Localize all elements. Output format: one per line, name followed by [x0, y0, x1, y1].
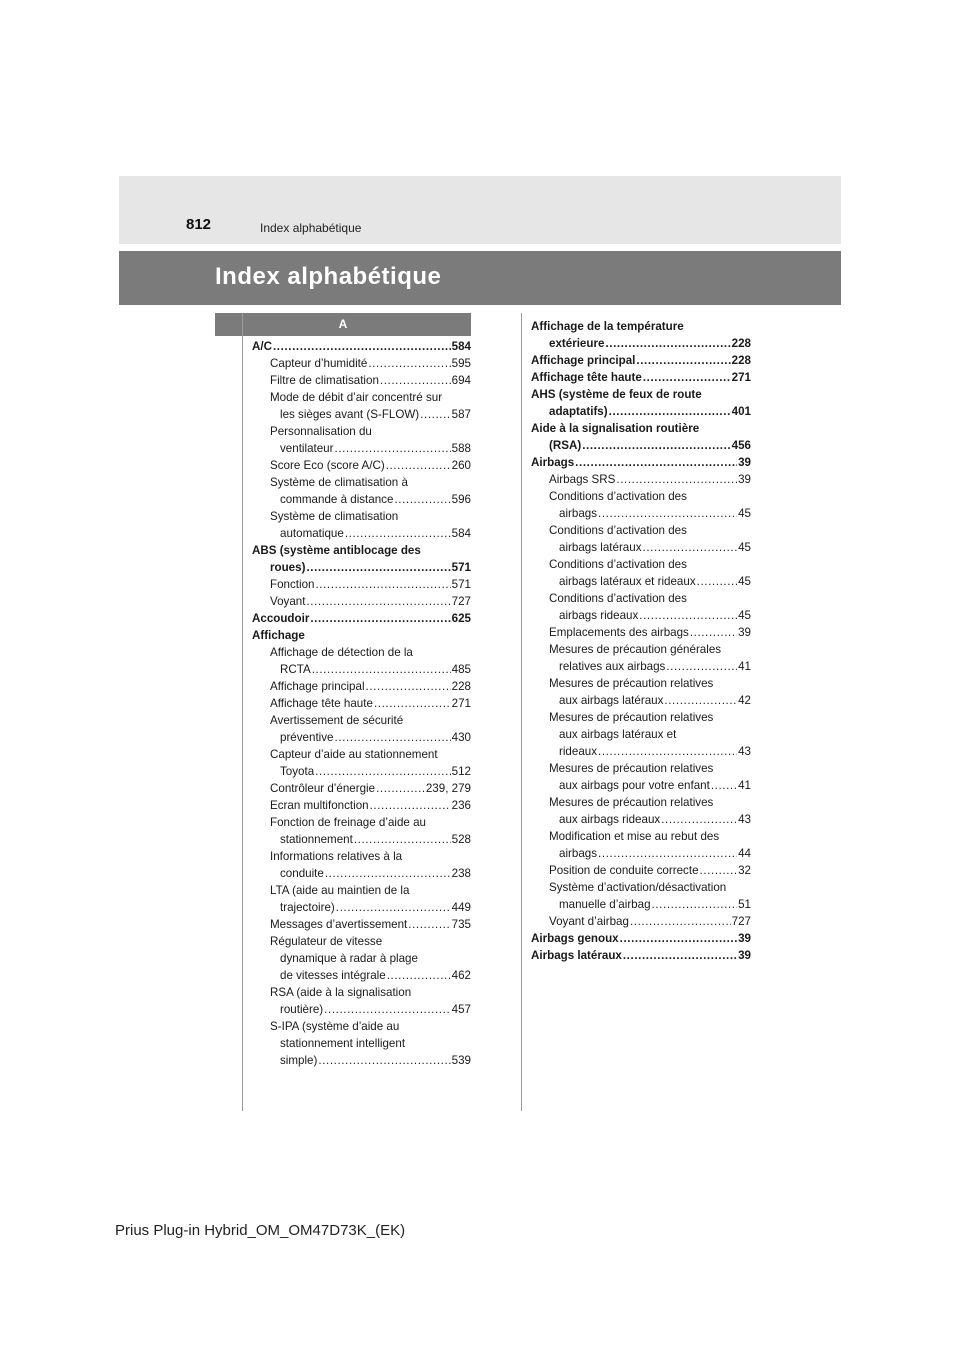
- index-entry-text: trajectoire): [280, 901, 335, 914]
- index-page-ref[interactable]: 45: [738, 609, 751, 622]
- index-page-ref[interactable]: 462: [451, 969, 471, 982]
- index-page-ref[interactable]: 45: [738, 507, 751, 520]
- section-letter-bar: [215, 313, 471, 336]
- index-entry: [531, 930, 751, 947]
- dot-leader: [318, 1052, 450, 1069]
- dot-leader: [697, 573, 737, 590]
- index-entry-text: Airbags genoux: [531, 932, 619, 945]
- dot-leader: [700, 862, 738, 879]
- index-entry: [531, 318, 751, 352]
- index-entry: [252, 984, 471, 1018]
- index-page-ref[interactable]: 228: [451, 680, 471, 693]
- section-letter: A: [338, 317, 348, 331]
- index-entry-text: Ecran multifonction: [270, 799, 369, 812]
- index-entry: [531, 471, 751, 488]
- dot-leader: [380, 372, 451, 389]
- index-page-ref[interactable]: 625: [451, 612, 471, 625]
- index-entry-text: extérieure: [549, 337, 605, 350]
- index-page-ref[interactable]: 727: [451, 595, 471, 608]
- index-page-ref[interactable]: 528: [451, 833, 471, 846]
- index-page-ref[interactable]: 735: [451, 918, 471, 931]
- index-entry-text: Affichage principal: [270, 680, 365, 693]
- index-entry: [252, 593, 471, 610]
- index-entry: [252, 372, 471, 389]
- running-head: Index alphabétique: [260, 221, 362, 235]
- index-entry-text: Emplacements des airbags: [549, 626, 689, 639]
- index-entry-text: simple): [280, 1054, 318, 1067]
- index-entry: [252, 814, 471, 848]
- index-entry: [252, 627, 471, 644]
- index-entry: [252, 678, 471, 695]
- dot-leader: [273, 338, 451, 355]
- index-page-ref[interactable]: 39: [738, 932, 751, 945]
- index-page-ref[interactable]: 587: [451, 408, 471, 421]
- header-bar: [119, 176, 841, 244]
- dot-leader: [312, 661, 451, 678]
- dot-leader: [376, 780, 425, 797]
- index-page-ref[interactable]: 39: [738, 473, 751, 486]
- index-entry: [252, 797, 471, 814]
- index-page-ref[interactable]: 457: [451, 1003, 471, 1016]
- index-entry-text: aux airbags latéraux et: [559, 728, 677, 741]
- index-entry-text: Mesures de précaution relatives: [549, 762, 714, 775]
- dot-leader: [598, 743, 737, 760]
- index-page-ref[interactable]: 260: [451, 459, 471, 472]
- dot-leader: [306, 593, 450, 610]
- index-page-ref[interactable]: 694: [451, 374, 471, 387]
- dot-leader: [325, 865, 451, 882]
- index-entry-text: Airbags: [531, 456, 575, 469]
- page-number: 812: [186, 216, 212, 233]
- index-entry: [252, 457, 471, 474]
- index-page-ref[interactable]: 39: [738, 949, 751, 962]
- index-entry: [252, 780, 471, 797]
- index-entry-text: AHS (système de feux de route: [531, 388, 702, 401]
- index-entry-text: Modification et mise au rebut des: [549, 830, 720, 843]
- index-page-ref[interactable]: 596: [451, 493, 471, 506]
- index-page-ref[interactable]: 584: [451, 527, 471, 540]
- index-entry: [531, 862, 751, 879]
- index-entry-text: Aide à la signalisation routière: [531, 422, 700, 435]
- index-entry-text: Contrôleur d’énergie: [270, 782, 376, 795]
- footer-doc-id: Prius Plug-in Hybrid_OM_OM47D73K_(EK): [115, 1222, 406, 1239]
- index-page-ref[interactable]: 727: [731, 915, 751, 928]
- index-page-ref[interactable]: 571: [451, 578, 471, 591]
- index-entry: [252, 389, 471, 423]
- dot-leader: [575, 454, 737, 471]
- index-entry: [531, 709, 751, 760]
- index-entry-text: Conditions d’activation des: [549, 490, 687, 503]
- index-entry-text: de vitesses intégrale: [280, 969, 386, 982]
- dot-leader: [609, 403, 731, 420]
- index-page-ref[interactable]: 584: [451, 340, 471, 353]
- index-page-ref[interactable]: 228: [731, 354, 751, 367]
- dot-leader: [370, 797, 451, 814]
- index-entry: [252, 474, 471, 508]
- index-entry-text: Position de conduite correcte: [549, 864, 699, 877]
- index-entry: [531, 760, 751, 794]
- index-entry: [252, 695, 471, 712]
- index-page-ref[interactable]: 43: [738, 813, 751, 826]
- index-page-ref[interactable]: 512: [451, 765, 471, 778]
- index-page-ref[interactable]: 485: [451, 663, 471, 676]
- index-entry: [531, 352, 751, 369]
- index-entry-text: aux airbags pour votre enfant: [559, 779, 710, 792]
- index-entry-text: Informations relatives à la: [270, 850, 403, 863]
- dot-leader: [354, 831, 451, 848]
- index-page-ref[interactable]: 401: [731, 405, 751, 418]
- index-entry: [252, 916, 471, 933]
- index-entry-text: rideaux: [559, 745, 598, 758]
- index-entry: [252, 610, 471, 627]
- dot-leader: [420, 406, 450, 423]
- index-entry-text: airbags: [559, 847, 598, 860]
- index-entry-text: Capteur d’aide au stationnement: [270, 748, 438, 761]
- index-page-ref[interactable]: 228: [731, 337, 751, 350]
- index-page-ref[interactable]: 42: [738, 694, 751, 707]
- index-column-left: [252, 338, 471, 1069]
- index-page-ref[interactable]: 41: [738, 660, 751, 673]
- index-page-ref[interactable]: 239, 279: [425, 782, 471, 795]
- index-entry-text: ABS (système antiblocage des: [252, 544, 421, 557]
- dot-leader: [661, 811, 737, 828]
- dot-leader: [598, 845, 737, 862]
- dot-leader: [315, 576, 450, 593]
- index-page-ref[interactable]: 39: [738, 626, 751, 639]
- index-entry-text: Mesures de précaution générales: [549, 643, 722, 656]
- index-entry: [531, 913, 751, 930]
- index-entry-text: stationnement: [280, 833, 353, 846]
- dot-leader: [582, 437, 730, 454]
- index-entry-text: Filtre de climatisation: [270, 374, 379, 387]
- index-entry-text: Conditions d’activation des: [549, 592, 687, 605]
- dot-leader: [623, 947, 737, 964]
- dot-leader: [306, 559, 450, 576]
- index-entry-text: Fonction de freinage d’aide au: [270, 816, 426, 829]
- index-entry-text: Système d’activation/désactivation: [549, 881, 727, 894]
- dot-leader: [335, 729, 451, 746]
- index-entry-text: Accoudoir: [252, 612, 310, 625]
- index-entry: [531, 522, 751, 556]
- index-entry-text: Système de climatisation: [270, 510, 399, 523]
- dot-leader: [336, 899, 451, 916]
- dot-leader: [374, 695, 451, 712]
- index-entry-text: Affichage tête haute: [531, 371, 642, 384]
- index-entry-text: les sièges avant (S-FLOW): [280, 408, 420, 421]
- index-entry-text: conduite: [280, 867, 324, 880]
- index-page-ref[interactable]: 539: [451, 1054, 471, 1067]
- dot-leader: [605, 335, 730, 352]
- index-page-ref[interactable]: 571: [451, 561, 471, 574]
- index-entry-text: Messages d’avertissement: [270, 918, 408, 931]
- index-entry-text: LTA (aide au maintien de la: [270, 884, 410, 897]
- index-entry-text: Mesures de précaution relatives: [549, 711, 714, 724]
- index-entry-text: Mesures de précaution relatives: [549, 796, 714, 809]
- index-entry-text: Affichage de la température: [531, 320, 684, 333]
- index-entry-text: Régulateur de vitesse: [270, 935, 383, 948]
- index-entry-text: stationnement intelligent: [280, 1037, 406, 1050]
- dot-leader: [666, 658, 737, 675]
- index-entry: [252, 644, 471, 678]
- index-entry-text: RCTA: [280, 663, 311, 676]
- index-entry-text: airbags latéraux et rideaux: [559, 575, 696, 588]
- dot-leader: [620, 930, 737, 947]
- dot-leader: [335, 440, 451, 457]
- index-entry: [252, 576, 471, 593]
- index-entry: [252, 355, 471, 372]
- index-entry: [252, 712, 471, 746]
- dot-leader: [639, 607, 737, 624]
- index-entry-text: Voyant: [270, 595, 306, 608]
- index-page-ref[interactable]: 51: [738, 898, 751, 911]
- index-entry-text: relatives aux airbags: [559, 660, 666, 673]
- index-entry-text: aux airbags latéraux: [559, 694, 664, 707]
- index-entry-text: A/C: [252, 340, 272, 353]
- index-entry-text: Voyant d’airbag: [549, 915, 629, 928]
- index-page-ref[interactable]: 588: [451, 442, 471, 455]
- index-entry: [531, 879, 751, 913]
- dot-leader: [664, 692, 737, 709]
- dot-leader: [598, 505, 737, 522]
- index-entry: [531, 947, 751, 964]
- dot-leader: [368, 355, 450, 372]
- index-page-ref[interactable]: 45: [738, 575, 751, 588]
- index-page-ref[interactable]: 32: [738, 864, 751, 877]
- dot-leader: [394, 491, 450, 508]
- index-page-ref[interactable]: 236: [451, 799, 471, 812]
- index-entry: [252, 338, 471, 355]
- index-entry-text: Airbags SRS: [549, 473, 616, 486]
- index-page-ref[interactable]: 595: [451, 357, 471, 370]
- dot-leader: [345, 525, 451, 542]
- index-page-ref[interactable]: 271: [451, 697, 471, 710]
- index-entry-text: Conditions d’activation des: [549, 524, 687, 537]
- index-column-right: [531, 318, 751, 964]
- index-entry: [252, 542, 471, 576]
- index-entry-text: (RSA): [549, 439, 582, 452]
- index-entry: [252, 848, 471, 882]
- index-entry: [531, 556, 751, 590]
- page-title: Index alphabétique: [215, 263, 442, 290]
- index-entry-text: Personnalisation du: [270, 425, 372, 438]
- index-entry-text: Affichage principal: [531, 354, 636, 367]
- index-entry-text: Affichage de détection de la: [270, 646, 413, 659]
- index-entry-text: Score Eco (score A/C): [270, 459, 385, 472]
- index-entry-text: airbags: [559, 507, 598, 520]
- dot-leader: [408, 916, 450, 933]
- index-page-ref[interactable]: 430: [451, 731, 471, 744]
- dot-leader: [616, 471, 737, 488]
- dot-leader: [630, 913, 731, 930]
- index-entry-text: Mode de débit d’air concentré sur: [270, 391, 443, 404]
- index-entry: [531, 386, 751, 420]
- index-entry: [252, 508, 471, 542]
- index-entry-text: routière): [280, 1003, 324, 1016]
- index-entry-text: dynamique à radar à plage: [280, 952, 418, 965]
- index-entry-text: manuelle d’airbag: [559, 898, 651, 911]
- dot-leader: [652, 896, 738, 913]
- index-entry-text: airbags rideaux: [559, 609, 639, 622]
- index-entry: [531, 420, 751, 454]
- index-entry-text: Avertissement de sécurité: [270, 714, 404, 727]
- index-entry-text: Mesures de précaution relatives: [549, 677, 714, 690]
- index-entry: [531, 590, 751, 624]
- column-divider-left: [242, 313, 243, 1111]
- index-entry: [531, 624, 751, 641]
- index-entry-text: automatique: [280, 527, 344, 540]
- index-entry-text: Airbags latéraux: [531, 949, 622, 962]
- index-entry-text: Affichage tête haute: [270, 697, 373, 710]
- index-entry-text: Capteur d’humidité: [270, 357, 368, 370]
- index-entry-text: Système de climatisation à: [270, 476, 408, 489]
- title-bar: [119, 251, 841, 305]
- index-page-ref[interactable]: 44: [738, 847, 751, 860]
- index-entry-text: commande à distance: [280, 493, 394, 506]
- index-entry-text: adaptatifs): [549, 405, 608, 418]
- index-page-ref[interactable]: 238: [451, 867, 471, 880]
- index-entry-text: Toyota: [280, 765, 315, 778]
- index-entry-text: roues): [270, 561, 306, 574]
- index-entry: [252, 746, 471, 780]
- dot-leader: [315, 763, 450, 780]
- index-entry: [252, 423, 471, 457]
- index-entry: [252, 933, 471, 984]
- dot-leader: [387, 967, 451, 984]
- index-entry: [531, 488, 751, 522]
- index-entry-text: aux airbags rideaux: [559, 813, 661, 826]
- dot-leader: [324, 1001, 450, 1018]
- dot-leader: [310, 610, 450, 627]
- index-entry: [252, 1018, 471, 1069]
- index-entry: [531, 794, 751, 828]
- index-entry-text: Conditions d’activation des: [549, 558, 687, 571]
- dot-leader: [643, 369, 731, 386]
- index-page-ref[interactable]: 41: [738, 779, 751, 792]
- index-page-ref[interactable]: 271: [731, 371, 751, 384]
- index-entry: [531, 675, 751, 709]
- index-page-ref[interactable]: 43: [738, 745, 751, 758]
- index-page-ref[interactable]: 456: [731, 439, 751, 452]
- index-entry: [531, 369, 751, 386]
- index-entry-text: RSA (aide à la signalisation: [270, 986, 412, 999]
- dot-leader: [690, 624, 737, 641]
- index-page-ref[interactable]: 45: [738, 541, 751, 554]
- dot-leader: [636, 352, 730, 369]
- index-entry-text: airbags latéraux: [559, 541, 642, 554]
- index-entry: [531, 828, 751, 862]
- index-entry-text: ventilateur: [280, 442, 334, 455]
- index-entry: [252, 882, 471, 916]
- index-entry-text: Affichage: [252, 629, 305, 642]
- index-page-ref[interactable]: 39: [738, 456, 751, 469]
- dot-leader: [366, 678, 451, 695]
- dot-leader: [386, 457, 451, 474]
- dot-leader: [711, 777, 737, 794]
- index-entry: [531, 454, 751, 471]
- index-entry-text: préventive: [280, 731, 334, 744]
- index-page-ref[interactable]: 449: [451, 901, 471, 914]
- column-divider-right: [521, 313, 522, 1111]
- index-entry-text: S-IPA (système d’aide au: [270, 1020, 400, 1033]
- index-entry-text: Fonction: [270, 578, 315, 591]
- dot-leader: [643, 539, 738, 556]
- index-entry: [531, 641, 751, 675]
